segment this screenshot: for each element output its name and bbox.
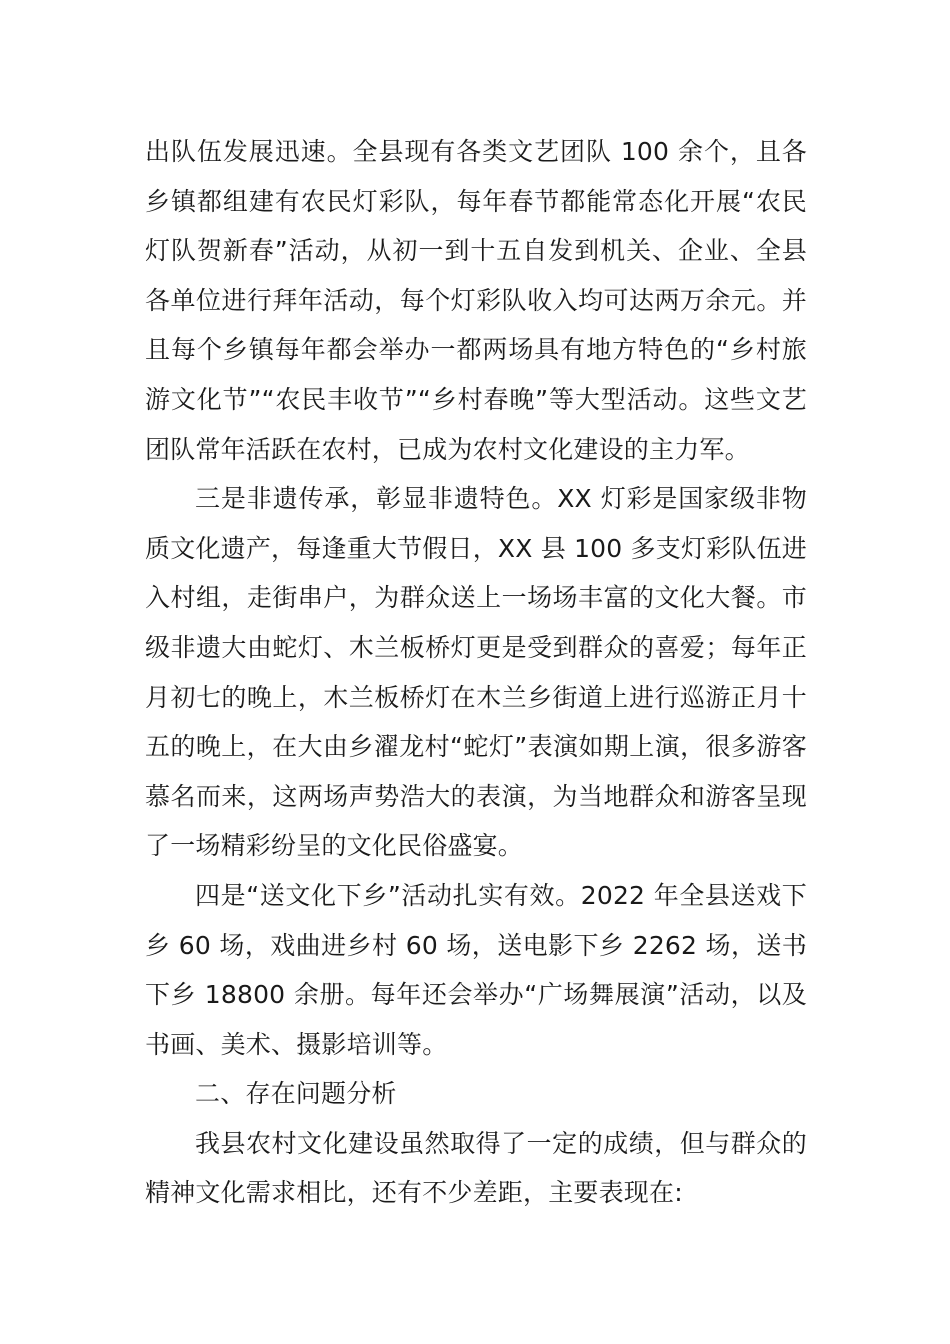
paragraph-problems-intro: 我县农村文化建设虽然取得了一定的成绩，但与群众的精神文化需求相比，还有不少差距，主要表现在: bbox=[145, 1128, 807, 1208]
paragraph-intangible-heritage: 三是非遗传承，彰显非遗特色。XX 灯彩是国家级非物质文化遗产，每逢重大节假日，XX 县 100 多支灯彩队伍进入村组，走街串户，为群众送上一场场丰富的文化大餐。市级非遗大由蛇灯、木兰板桥灯更是受到群众的喜爱；每年正月初七的晚上，木兰板桥灯在木兰乡街道上进行巡游正月十五的晚上，在大由乡濯龙村“蛇灯”表演如期上演，很多游客慕名而来，这两场声势浩大的表演，为当地群众和游客呈现了一场精彩纷呈的文化民俗盛宴。 bbox=[145, 484, 807, 861]
document-body bbox=[145, 127, 807, 1218]
section-heading-problems: 二、存在问题分析 bbox=[195, 1079, 397, 1109]
paragraph-culture-to-countryside: 四是“送文化下乡”活动扎实有效。2022 年全县送戏下乡 60 场，戏曲进乡村 60 场，送电影下乡 2262 场，送书下乡 18800 余册。每年还会举办“广场舞展演”活动，以及书画、美术、摄影培训等。 bbox=[145, 880, 807, 1059]
paragraph-cultural-teams: 出队伍发展迅速。全县现有各类文艺团队 100 余个，且各乡镇都组建有农民灯彩队，每年春节都能常态化开展“农民灯队贺新春”活动，从初一到十五自发到机关、企业、全县各单位进行拜年活动，每个灯彩队收入均可达两万余元。并且每个乡镇每年都会举办一都两场具有地方特色的“乡村旅游文化节”“农民丰收节”“乡村春晚”等大型活动。这些文艺团队常年活跃在农村，已成为农村文化建设的主力军。 bbox=[145, 137, 807, 464]
